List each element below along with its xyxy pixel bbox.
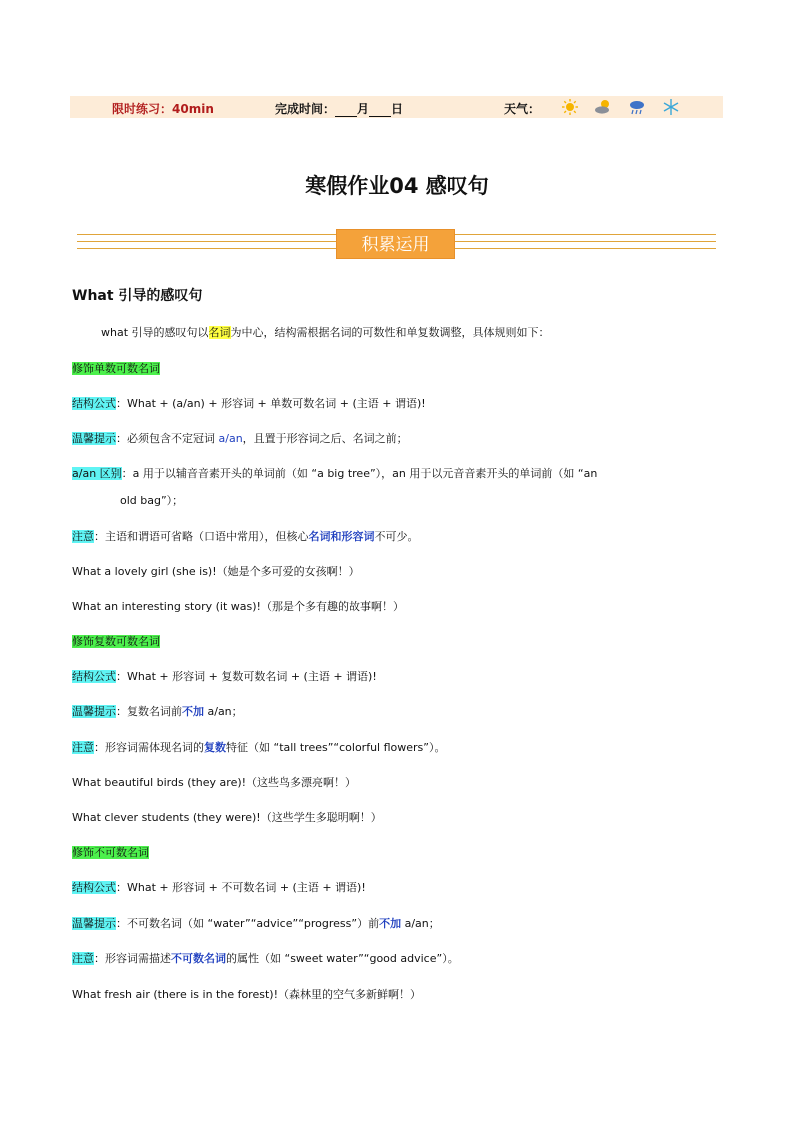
month-label: 月 (357, 102, 370, 116)
completion-time (275, 100, 403, 117)
sun-icon[interactable] (561, 98, 579, 116)
uncountable-heading: 修饰不可数名词 (72, 846, 149, 859)
singular-heading: 修饰单数可数名词 (72, 362, 160, 375)
plural-formula: 结构公式：What + 形容词 + 复数可数名词 + (主语 + 谓语)! (72, 670, 377, 683)
day-blank[interactable] (369, 106, 391, 117)
uncountable-formula: 结构公式：What + 形容词 + 不可数名词 + (主语 + 谓语)! (72, 881, 366, 894)
plural-note: 注意：形容词需体现名词的复数特征（如 “tall trees”“colorful flowers”）。 (72, 741, 446, 754)
uncountable-tip: 温馨提示：不可数名词（如 “water”“advice”“progress”）前不加 a/an； (72, 917, 440, 930)
singular-example-1: What a lovely girl (she is)!（她是个多可爱的女孩啊！） (72, 565, 360, 578)
section-banner: 积累运用 (336, 229, 455, 259)
singular-example-2: What an interesting story (it was)!（那是个多有趣的故事啊！） (72, 600, 404, 613)
singular-article-difference: a/an 区别：a 用于以辅音音素开头的单词前（如 “a big tree”），an 用于以元音音素开头的单词前（如 “an (72, 467, 598, 480)
rain-icon[interactable] (628, 98, 646, 116)
plural-heading: 修饰复数可数名词 (72, 635, 160, 648)
snow-icon[interactable] (662, 98, 680, 116)
weather-label: 天气： (504, 102, 541, 116)
singular-note: 注意：主语和谓语可省略（口语中常用），但核心名词和形容词不可少。 (72, 530, 419, 543)
partly-cloudy-icon[interactable] (594, 98, 612, 116)
page-title: 寒假作业04 感叹句 (305, 174, 489, 198)
intro-noun-highlight: 名词 (208, 326, 231, 339)
plural-tip: 温馨提示：复数名词前不加 a/an； (72, 705, 243, 718)
uncountable-example-1: What fresh air (there is in the forest)!（森林里的空气多新鲜啊！） (72, 988, 421, 1001)
plural-example-1: What beautiful birds (they are)!（这些鸟多漂亮啊！） (72, 776, 357, 789)
header-info-bar (70, 96, 723, 118)
singular-article-difference-cont: old bag”）； (120, 494, 184, 507)
month-blank[interactable] (335, 106, 357, 117)
intro-post: 为中心，结构需根据名词的可数性和单复数调整，具体规则如下： (230, 326, 550, 339)
plural-example-2: What clever students (they were)!（这些学生多聪明啊！） (72, 811, 382, 824)
intro-paragraph (101, 325, 550, 341)
section-heading: What 引导的感叹句 (72, 288, 203, 304)
intro-pre: what 引导的感叹句以 (101, 326, 209, 339)
timed-practice-label: 限时练习：40min (112, 102, 214, 116)
day-label: 日 (391, 102, 404, 116)
singular-formula: 结构公式：What + (a/an) + 形容词 + 单数可数名词 + (主语 + 谓语)! (72, 397, 426, 410)
singular-tip: 温馨提示：必须包含不定冠词 a/an，且置于形容词之后、名词之前； (72, 432, 408, 445)
uncountable-note: 注意：形容词需描述不可数名词的属性（如 “sweet water”“good advice”）。 (72, 952, 459, 965)
completion-time-label: 完成时间： (275, 102, 336, 116)
